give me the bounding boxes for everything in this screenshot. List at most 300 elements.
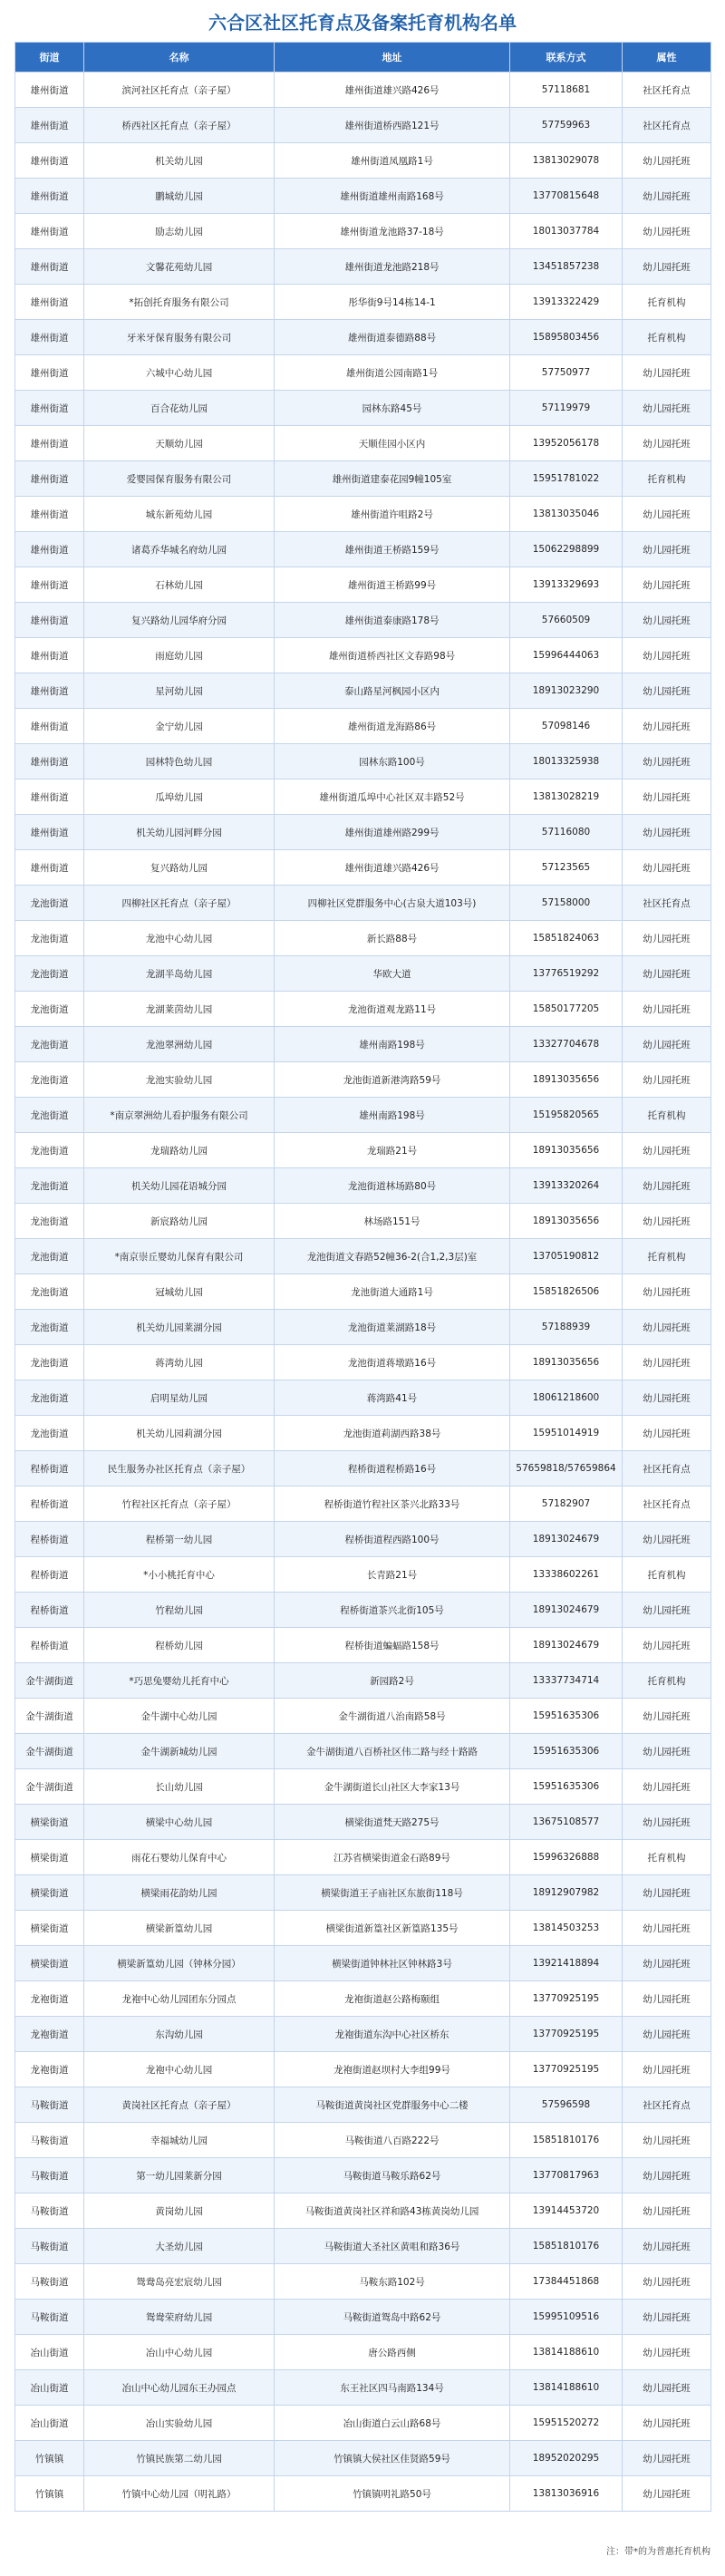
address-cell: 横梁街道梵天路275号 [275, 1805, 510, 1840]
address-cell: 泰山路星河枫园小区内 [275, 673, 510, 709]
street-cell: 雄州街道 [15, 744, 84, 780]
table-row [15, 2406, 711, 2441]
contact-cell: 57659818/57659864 [510, 1451, 623, 1487]
street-cell: 雄州街道 [15, 214, 84, 249]
column-header-address: 地址 [275, 43, 510, 73]
type-cell: 幼儿园托班 [623, 214, 711, 249]
address-cell: 新长路88号 [275, 921, 510, 956]
type-cell: 幼儿园托班 [623, 2441, 711, 2476]
contact-cell: 15851810176 [510, 2229, 623, 2264]
type-cell: 幼儿园托班 [623, 2300, 711, 2335]
name-cell: 龙袍中心幼儿园 [84, 2052, 275, 2087]
contact-cell: 57759963 [510, 108, 623, 143]
table-row [15, 744, 711, 780]
street-cell: 横梁街道 [15, 1946, 84, 1981]
contact-cell: 57188939 [510, 1310, 623, 1345]
type-cell: 托育机构 [623, 320, 711, 355]
street-cell: 雄州街道 [15, 179, 84, 214]
type-cell: 幼儿园托班 [623, 355, 711, 391]
type-cell: 幼儿园托班 [623, 567, 711, 603]
table-row [15, 1663, 711, 1699]
address-cell: 程桥街道竹程社区茶兴北路33号 [275, 1487, 510, 1522]
table-row [15, 956, 711, 992]
type-cell: 幼儿园托班 [623, 1875, 711, 1911]
name-cell: 蒋湾幼儿园 [84, 1345, 275, 1380]
table-row [15, 921, 711, 956]
contact-cell: 13814188610 [510, 2370, 623, 2406]
contact-cell: 15851824063 [510, 921, 623, 956]
contact-cell: 18913024679 [510, 1593, 623, 1628]
type-cell: 幼儿园托班 [623, 2158, 711, 2193]
table-row [15, 1557, 711, 1593]
street-cell: 横梁街道 [15, 1805, 84, 1840]
address-cell: 龙池街道莉湖西路38号 [275, 1416, 510, 1451]
name-cell: 星河幼儿园 [84, 673, 275, 709]
name-cell: 机关幼儿园花语城分园 [84, 1168, 275, 1204]
street-cell: 金牛湖街道 [15, 1663, 84, 1699]
address-cell: 龙池街道文春路52幢36-2(合1,2,3层)室 [275, 1239, 510, 1274]
table-row [15, 1593, 711, 1628]
contact-cell: 57123565 [510, 850, 623, 886]
street-cell: 雄州街道 [15, 603, 84, 638]
contact-cell: 57118681 [510, 73, 623, 108]
name-cell: 龙湖莱茵幼儿园 [84, 992, 275, 1027]
type-cell: 幼儿园托班 [623, 673, 711, 709]
contact-cell: 13337734714 [510, 1663, 623, 1699]
address-cell: 东王社区四马南路134号 [275, 2370, 510, 2406]
contact-cell: 13813035046 [510, 497, 623, 532]
street-cell: 雄州街道 [15, 780, 84, 815]
type-cell: 幼儿园托班 [623, 1981, 711, 2017]
name-cell: 竹镇中心幼儿园（明礼路） [84, 2476, 275, 2512]
contact-cell: 15195820565 [510, 1098, 623, 1133]
address-cell: 雄州南路198号 [275, 1098, 510, 1133]
name-cell: 横梁新篁幼儿园 [84, 1911, 275, 1946]
table-row [15, 1911, 711, 1946]
contact-cell: 15951014919 [510, 1416, 623, 1451]
table-row [15, 673, 711, 709]
type-cell: 幼儿园托班 [623, 1133, 711, 1168]
type-cell: 幼儿园托班 [623, 1593, 711, 1628]
address-cell: 雄州街道雄兴路426号 [275, 850, 510, 886]
street-cell: 马鞍街道 [15, 2300, 84, 2335]
table-row [15, 1805, 711, 1840]
type-cell: 幼儿园托班 [623, 497, 711, 532]
type-cell: 幼儿园托班 [623, 1204, 711, 1239]
street-cell: 雄州街道 [15, 285, 84, 320]
table-row [15, 1946, 711, 1981]
street-cell: 程桥街道 [15, 1628, 84, 1663]
address-cell: 金牛湖街道八百桥社区伟二路与经十路路 [275, 1734, 510, 1769]
street-cell: 横梁街道 [15, 1875, 84, 1911]
street-cell: 金牛湖街道 [15, 1734, 84, 1769]
address-cell: 四柳社区党群服务中心(古泉大道103号) [275, 886, 510, 921]
name-cell: 雨花石婴幼儿保育中心 [84, 1840, 275, 1875]
contact-cell: 18913035656 [510, 1204, 623, 1239]
type-cell: 幼儿园托班 [623, 1345, 711, 1380]
street-cell: 雄州街道 [15, 143, 84, 179]
street-cell: 雄州街道 [15, 532, 84, 567]
street-cell: 横梁街道 [15, 1840, 84, 1875]
street-cell: 雄州街道 [15, 73, 84, 108]
type-cell: 幼儿园托班 [623, 2017, 711, 2052]
street-cell: 雄州街道 [15, 850, 84, 886]
table-row [15, 1345, 711, 1380]
contact-cell: 18913035656 [510, 1345, 623, 1380]
table-row [15, 567, 711, 603]
name-cell: 龙池翠洲幼儿园 [84, 1027, 275, 1062]
address-cell: 龙池街道蒋墩路16号 [275, 1345, 510, 1380]
street-cell: 雄州街道 [15, 355, 84, 391]
street-cell: 雄州街道 [15, 638, 84, 673]
contact-cell: 18912907982 [510, 1875, 623, 1911]
name-cell: 机关幼儿园 [84, 143, 275, 179]
address-cell: 程桥街道茶兴北街105号 [275, 1593, 510, 1628]
street-cell: 马鞍街道 [15, 2123, 84, 2158]
name-cell: 黄岗幼儿园 [84, 2193, 275, 2229]
address-cell: 雄州街道雄州路299号 [275, 815, 510, 850]
name-cell: 园林特色幼儿园 [84, 744, 275, 780]
contact-cell: 13327704678 [510, 1027, 623, 1062]
name-cell: 六城中心幼儿园 [84, 355, 275, 391]
street-cell: 雄州街道 [15, 815, 84, 850]
name-cell: *小小桃托育中心 [84, 1557, 275, 1593]
contact-cell: 57750977 [510, 355, 623, 391]
contact-cell: 13814188610 [510, 2335, 623, 2370]
contact-cell: 17384451868 [510, 2264, 623, 2300]
contact-cell: 13451857238 [510, 249, 623, 285]
table-row [15, 1416, 711, 1451]
street-cell: 冶山街道 [15, 2335, 84, 2370]
street-cell: 雄州街道 [15, 709, 84, 744]
address-cell: 唐公路西侧 [275, 2335, 510, 2370]
address-cell: 雄州街道雄州南路168号 [275, 179, 510, 214]
street-cell: 程桥街道 [15, 1593, 84, 1628]
address-cell: 程桥街道程桥路16号 [275, 1451, 510, 1487]
type-cell: 幼儿园托班 [623, 780, 711, 815]
contact-cell: 13813029078 [510, 143, 623, 179]
type-cell: 幼儿园托班 [623, 992, 711, 1027]
type-cell: 幼儿园托班 [623, 143, 711, 179]
contact-cell: 13770817963 [510, 2158, 623, 2193]
street-cell: 马鞍街道 [15, 2158, 84, 2193]
table-row [15, 1875, 711, 1911]
table-row [15, 2052, 711, 2087]
name-cell: 文馨花苑幼儿园 [84, 249, 275, 285]
type-cell: 幼儿园托班 [623, 1522, 711, 1557]
type-cell: 社区托育点 [623, 1487, 711, 1522]
contact-cell: 15850177205 [510, 992, 623, 1027]
table-row [15, 426, 711, 461]
street-cell: 龙池街道 [15, 1380, 84, 1416]
street-cell: 龙池街道 [15, 1310, 84, 1345]
contact-cell: 18913024679 [510, 1522, 623, 1557]
type-cell: 幼儿园托班 [623, 249, 711, 285]
type-cell: 幼儿园托班 [623, 815, 711, 850]
table-row [15, 391, 711, 426]
contact-cell: 15996326888 [510, 1840, 623, 1875]
name-cell: 鸳鸯荣府幼儿园 [84, 2300, 275, 2335]
street-cell: 马鞍街道 [15, 2087, 84, 2123]
name-cell: *南京翠洲幼儿看护服务有限公司 [84, 1098, 275, 1133]
table-row [15, 1628, 711, 1663]
contact-cell: 57119979 [510, 391, 623, 426]
table-row [15, 1451, 711, 1487]
name-cell: 龙池中心幼儿园 [84, 921, 275, 956]
address-cell: 蒋湾路41号 [275, 1380, 510, 1416]
street-cell: 龙池街道 [15, 1345, 84, 1380]
contact-cell: 15851826506 [510, 1274, 623, 1310]
name-cell: 机关幼儿园莱湖分园 [84, 1310, 275, 1345]
contact-cell: 15895803456 [510, 320, 623, 355]
column-header-type: 属性 [623, 43, 711, 73]
street-cell: 雄州街道 [15, 567, 84, 603]
address-cell: 龙池街道观龙路11号 [275, 992, 510, 1027]
address-cell: 长青路21号 [275, 1557, 510, 1593]
contact-cell: 15996444063 [510, 638, 623, 673]
table-body [15, 73, 711, 2512]
table-row [15, 638, 711, 673]
name-cell: 启明星幼儿园 [84, 1380, 275, 1416]
type-cell: 托育机构 [623, 461, 711, 497]
institution-table [14, 42, 711, 2512]
name-cell: *南京崇丘婴幼儿保育有限公司 [84, 1239, 275, 1274]
table-row [15, 2229, 711, 2264]
address-cell: 雄州街道泰德路88号 [275, 320, 510, 355]
table-row [15, 2370, 711, 2406]
contact-cell: 18913035656 [510, 1133, 623, 1168]
contact-cell: 13770925195 [510, 1981, 623, 2017]
street-cell: 雄州街道 [15, 673, 84, 709]
type-cell: 幼儿园托班 [623, 2193, 711, 2229]
contact-cell: 13914453720 [510, 2193, 623, 2229]
address-cell: 雄州街道建泰花园9幢105室 [275, 461, 510, 497]
name-cell: 横梁新篁幼儿园（钟林分园） [84, 1946, 275, 1981]
name-cell: 城东新苑幼儿园 [84, 497, 275, 532]
address-cell: 马鞍街道黄岗社区党群服务中心二楼 [275, 2087, 510, 2123]
type-cell: 幼儿园托班 [623, 1946, 711, 1981]
table-row [15, 1133, 711, 1168]
name-cell: 程桥第一幼儿园 [84, 1522, 275, 1557]
header-row [15, 43, 711, 73]
address-cell: 程桥街道蝙蝠路158号 [275, 1628, 510, 1663]
address-cell: 林场路151号 [275, 1204, 510, 1239]
name-cell: 民生服务办社区托育点（亲子屋） [84, 1451, 275, 1487]
contact-cell: 13770815648 [510, 179, 623, 214]
address-cell: 雄州街道龙海路86号 [275, 709, 510, 744]
address-cell: 龙袍街道赵公路梅颐组 [275, 1981, 510, 2017]
name-cell: 冶山中心幼儿园东王办园点 [84, 2370, 275, 2406]
contact-cell: 18013037784 [510, 214, 623, 249]
name-cell: 冠城幼儿园 [84, 1274, 275, 1310]
table-row [15, 143, 711, 179]
name-cell: 牙米牙保育服务有限公司 [84, 320, 275, 355]
address-cell: 华欧大道 [275, 956, 510, 992]
name-cell: 诸葛乔华城名府幼儿园 [84, 532, 275, 567]
name-cell: 黄岗社区托育点（亲子屋） [84, 2087, 275, 2123]
street-cell: 金牛湖街道 [15, 1769, 84, 1805]
table-row [15, 1522, 711, 1557]
type-cell: 幼儿园托班 [623, 1699, 711, 1734]
table-row [15, 1734, 711, 1769]
contact-cell: 13675108577 [510, 1805, 623, 1840]
name-cell: 百合花幼儿园 [84, 391, 275, 426]
table-row [15, 1487, 711, 1522]
type-cell: 社区托育点 [623, 73, 711, 108]
table-row [15, 1274, 711, 1310]
name-cell: 机关幼儿园河畔分园 [84, 815, 275, 850]
address-cell: 龙池街道大通路1号 [275, 1274, 510, 1310]
street-cell: 龙袍街道 [15, 2052, 84, 2087]
name-cell: 复兴路幼儿园华府分园 [84, 603, 275, 638]
type-cell: 幼儿园托班 [623, 532, 711, 567]
contact-cell: 13921418894 [510, 1946, 623, 1981]
contact-cell: 13913320264 [510, 1168, 623, 1204]
type-cell: 幼儿园托班 [623, 2229, 711, 2264]
street-cell: 龙池街道 [15, 886, 84, 921]
contact-cell: 57182907 [510, 1487, 623, 1522]
type-cell: 社区托育点 [623, 1451, 711, 1487]
contact-cell: 57158000 [510, 886, 623, 921]
type-cell: 托育机构 [623, 1098, 711, 1133]
name-cell: 瓜埠幼儿园 [84, 780, 275, 815]
table-row [15, 497, 711, 532]
name-cell: 鸳鸯岛亮宏宸幼儿园 [84, 2264, 275, 2300]
address-cell: 雄州街道王桥路159号 [275, 532, 510, 567]
table-row [15, 2087, 711, 2123]
address-cell: 横梁街道王子庙社区东旅街118号 [275, 1875, 510, 1911]
name-cell: 竹程幼儿园 [84, 1593, 275, 1628]
type-cell: 幼儿园托班 [623, 2264, 711, 2300]
contact-cell: 15951635306 [510, 1734, 623, 1769]
address-cell: 竹镇镇大侯社区佳贤路59号 [275, 2441, 510, 2476]
table-row [15, 1062, 711, 1098]
name-cell: 雨庭幼儿园 [84, 638, 275, 673]
address-cell: 马鞍街道大圣社区黄咀和路36号 [275, 2229, 510, 2264]
address-cell: 天顺佳园小区内 [275, 426, 510, 461]
name-cell: 金牛湖中心幼儿园 [84, 1699, 275, 1734]
table-row [15, 108, 711, 143]
address-cell: 江苏省横梁街道金石路89号 [275, 1840, 510, 1875]
street-cell: 雄州街道 [15, 320, 84, 355]
type-cell: 社区托育点 [623, 2087, 711, 2123]
type-cell: 幼儿园托班 [623, 1911, 711, 1946]
name-cell: 机关幼儿园莉湖分园 [84, 1416, 275, 1451]
type-cell: 托育机构 [623, 285, 711, 320]
contact-cell: 18952020295 [510, 2441, 623, 2476]
table-row [15, 1840, 711, 1875]
name-cell: 长山幼儿园 [84, 1769, 275, 1805]
page-title: 六合区社区托育点及备案托育机构名单 [208, 12, 517, 34]
table-row [15, 603, 711, 638]
table-row [15, 815, 711, 850]
street-cell: 龙池街道 [15, 1239, 84, 1274]
name-cell: 龙湖半岛幼儿园 [84, 956, 275, 992]
type-cell: 幼儿园托班 [623, 956, 711, 992]
name-cell: 第一幼儿园莱新分园 [84, 2158, 275, 2193]
contact-cell: 15851810176 [510, 2123, 623, 2158]
name-cell: 新宸路幼儿园 [84, 1204, 275, 1239]
contact-cell: 18913024679 [510, 1628, 623, 1663]
table-row [15, 2193, 711, 2229]
table-row [15, 1981, 711, 2017]
address-cell: 新园路2号 [275, 1663, 510, 1699]
table-row [15, 73, 711, 108]
address-cell: 园林东路45号 [275, 391, 510, 426]
type-cell: 幼儿园托班 [623, 426, 711, 461]
name-cell: 横梁中心幼儿园 [84, 1805, 275, 1840]
address-cell: 马鞍街道马鞍乐路62号 [275, 2158, 510, 2193]
table-row [15, 355, 711, 391]
name-cell: 横梁雨花韵幼儿园 [84, 1875, 275, 1911]
address-cell: 金牛湖街道长山社区大李家13号 [275, 1769, 510, 1805]
table-row [15, 2123, 711, 2158]
name-cell: 大圣幼儿园 [84, 2229, 275, 2264]
street-cell: 竹镇镇 [15, 2476, 84, 2512]
contact-cell: 15951520272 [510, 2406, 623, 2441]
type-cell: 托育机构 [623, 1840, 711, 1875]
type-cell: 幼儿园托班 [623, 1274, 711, 1310]
street-cell: 金牛湖街道 [15, 1699, 84, 1734]
address-cell: 雄州街道凤凰路1号 [275, 143, 510, 179]
street-cell: 龙池街道 [15, 1416, 84, 1451]
name-cell: 复兴路幼儿园 [84, 850, 275, 886]
address-cell: 龙池街道新港湾路59号 [275, 1062, 510, 1098]
type-cell: 幼儿园托班 [623, 1310, 711, 1345]
contact-cell: 13705190812 [510, 1239, 623, 1274]
address-cell: 雄州街道王桥路99号 [275, 567, 510, 603]
table-row [15, 285, 711, 320]
contact-cell: 57098146 [510, 709, 623, 744]
address-cell: 竹镇镇明礼路50号 [275, 2476, 510, 2512]
table-row [15, 709, 711, 744]
contact-cell: 13913329693 [510, 567, 623, 603]
address-cell: 冶山街道白云山路68号 [275, 2406, 510, 2441]
street-cell: 龙池街道 [15, 1274, 84, 1310]
address-cell: 雄州街道桥西社区文春路98号 [275, 638, 510, 673]
name-cell: *巧思兔婴幼儿托育中心 [84, 1663, 275, 1699]
contact-cell: 15951635306 [510, 1699, 623, 1734]
street-cell: 龙池街道 [15, 992, 84, 1027]
address-cell: 龙袍街道东沟中心社区桥东 [275, 2017, 510, 2052]
type-cell: 幼儿园托班 [623, 2476, 711, 2512]
contact-cell: 18013325938 [510, 744, 623, 780]
address-cell: 马鞍东路102号 [275, 2264, 510, 2300]
name-cell: 龙瑞路幼儿园 [84, 1133, 275, 1168]
type-cell: 幼儿园托班 [623, 2335, 711, 2370]
street-cell: 雄州街道 [15, 497, 84, 532]
contact-cell: 15951635306 [510, 1769, 623, 1805]
name-cell: 龙池实验幼儿园 [84, 1062, 275, 1098]
table-row [15, 780, 711, 815]
contact-cell: 18061218600 [510, 1380, 623, 1416]
type-cell: 幼儿园托班 [623, 2123, 711, 2158]
table-row [15, 1027, 711, 1062]
contact-cell: 13338602261 [510, 1557, 623, 1593]
name-cell: *拓创托育服务有限公司 [84, 285, 275, 320]
name-cell: 竹镇民族第二幼儿园 [84, 2441, 275, 2476]
address-cell: 园林东路100号 [275, 744, 510, 780]
table-row [15, 1380, 711, 1416]
street-cell: 龙池街道 [15, 921, 84, 956]
street-cell: 雄州街道 [15, 108, 84, 143]
address-cell: 雄州南路198号 [275, 1027, 510, 1062]
street-cell: 龙池街道 [15, 1204, 84, 1239]
name-cell: 竹程社区托育点（亲子屋） [84, 1487, 275, 1522]
name-cell: 石林幼儿园 [84, 567, 275, 603]
address-cell: 雄州街道龙池路218号 [275, 249, 510, 285]
contact-cell: 13814503253 [510, 1911, 623, 1946]
